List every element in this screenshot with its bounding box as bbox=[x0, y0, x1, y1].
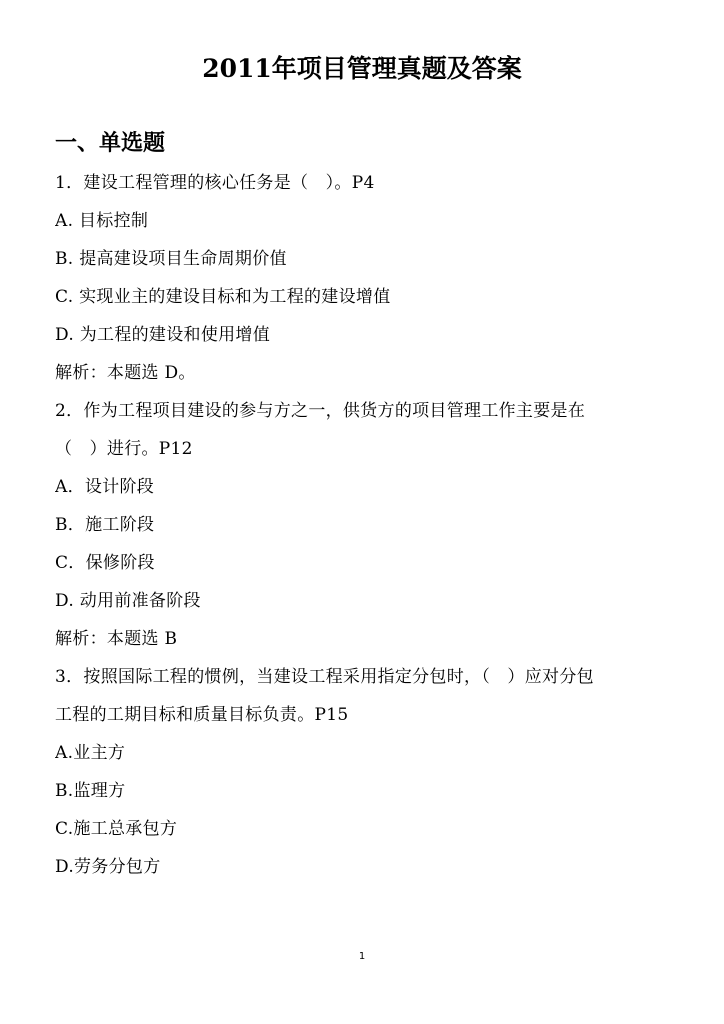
page-number: 1 bbox=[358, 951, 366, 962]
question-2-option-a: A．设计阶段 bbox=[55, 477, 155, 497]
question-3-stem-continued: 工程的工期目标和质量目标负责。P15 bbox=[55, 705, 349, 725]
question-1-option-d: D. 为工程的建设和使用增值 bbox=[55, 325, 271, 345]
question-2-option-c: C．保修阶段 bbox=[55, 553, 155, 573]
question-2-option-d: D. 动用前准备阶段 bbox=[55, 591, 201, 611]
question-1-option-b: B. 提高建设项目生命周期价值 bbox=[55, 249, 287, 269]
question-1-stem: 1．建设工程管理的核心任务是（ ）。P4 bbox=[55, 173, 375, 193]
section-heading: 一、单选题 bbox=[55, 130, 166, 156]
question-2-explanation: 解析：本题选 B bbox=[55, 629, 178, 649]
question-3-option-a: A.业主方 bbox=[55, 743, 126, 763]
question-3-option-b: B.监理方 bbox=[55, 781, 126, 801]
question-list bbox=[55, 164, 675, 886]
question-2-stem-continued: （ ）进行。P12 bbox=[55, 439, 193, 459]
question-1-option-c: C. 实现业主的建设目标和为工程的建设增值 bbox=[55, 287, 391, 307]
question-2-option-b: B．施工阶段 bbox=[55, 515, 155, 535]
question-3-option-c: C.施工总承包方 bbox=[55, 819, 178, 839]
question-3-option-d: D.劳务分包方 bbox=[55, 857, 161, 877]
question-1-explanation: 解析：本题选 D。 bbox=[55, 363, 196, 383]
question-1-option-a: A. 目标控制 bbox=[55, 211, 149, 231]
question-3-stem: 3．按照国际工程的惯例，当建设工程采用指定分包时，（ ）应对分包 bbox=[55, 667, 594, 687]
document-title: 2011年项目管理真题及答案 bbox=[202, 54, 522, 83]
question-2-stem: 2．作为工程项目建设的参与方之一，供货方的项目管理工作主要是在 bbox=[55, 401, 586, 421]
